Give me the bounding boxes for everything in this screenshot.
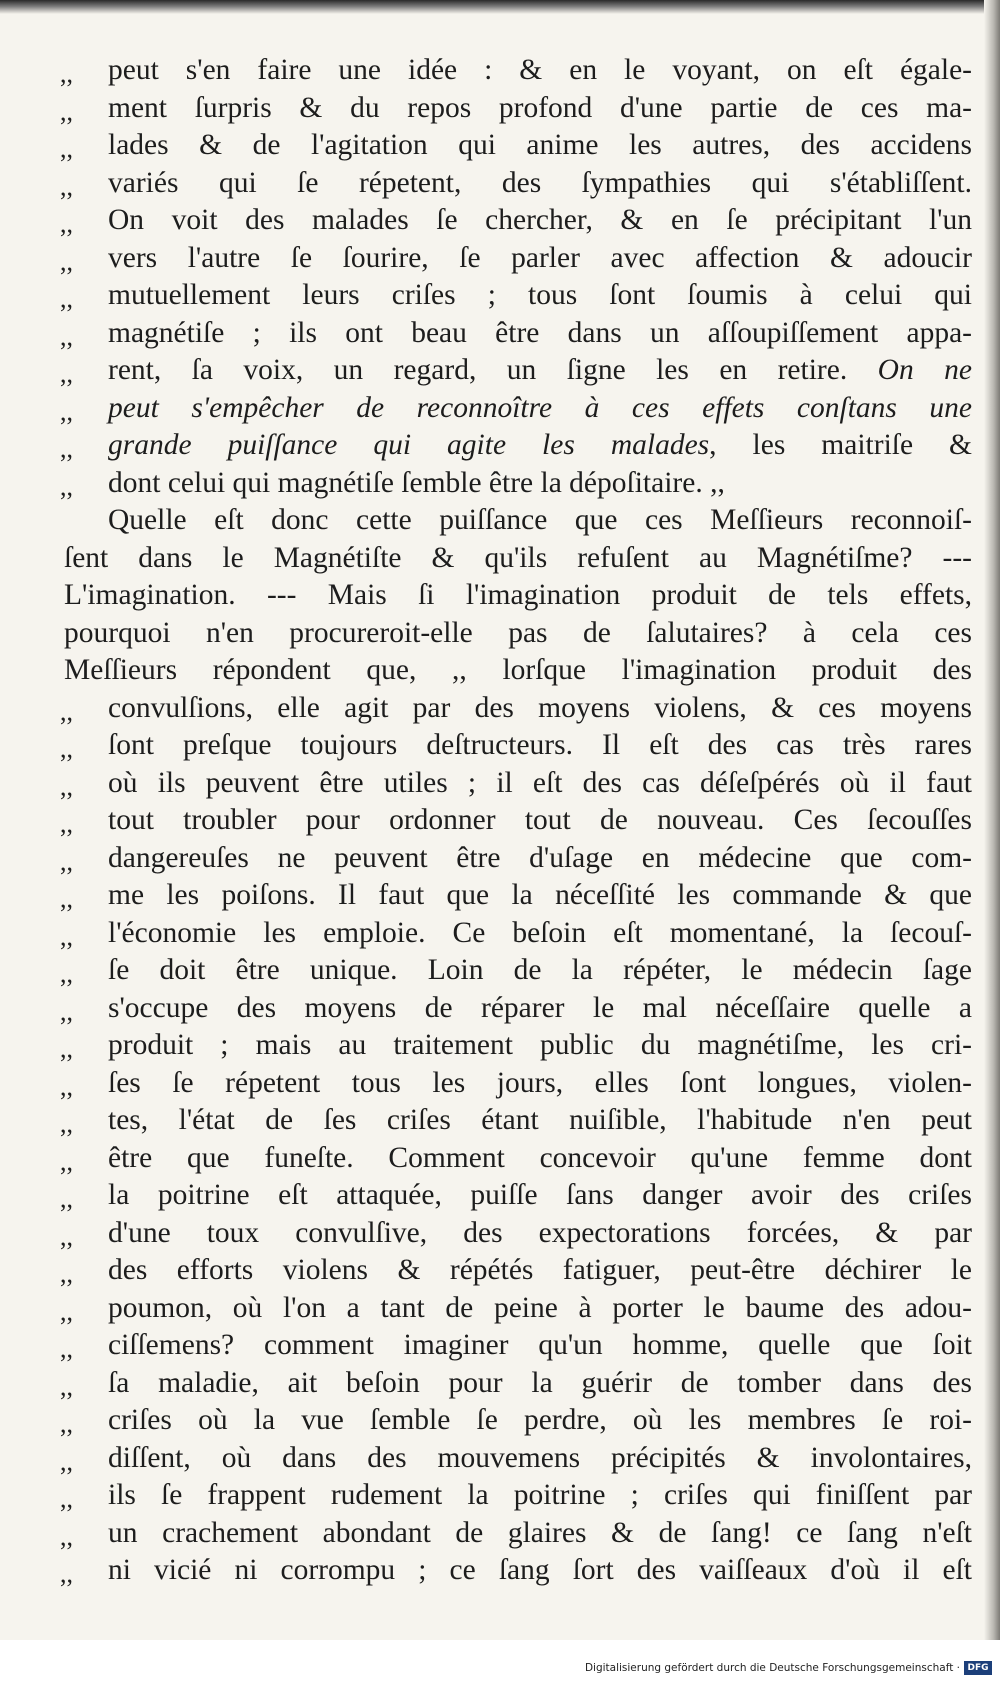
line-text bbox=[108, 1515, 972, 1553]
quote-mark: ,, bbox=[60, 1559, 73, 1588]
line-text bbox=[108, 315, 972, 353]
line-text bbox=[108, 127, 972, 165]
quote-mark: ,, bbox=[60, 1071, 73, 1101]
roman-text: rent, ſa voix, un regard, un ſigne les en retire. bbox=[108, 354, 848, 386]
line-text bbox=[64, 615, 972, 653]
line-text bbox=[64, 652, 972, 690]
quote-mark: ,, bbox=[60, 1334, 73, 1363]
line-text bbox=[108, 1215, 972, 1253]
line-text bbox=[108, 727, 972, 765]
roman-text: pourquoi n'en procureroit-elle pas de ſalutaires? à cela ces bbox=[64, 616, 972, 649]
line-text bbox=[108, 1177, 972, 1215]
text-line bbox=[60, 952, 972, 990]
quote-mark: ,, bbox=[60, 134, 73, 163]
line-text bbox=[108, 1327, 972, 1365]
text-line bbox=[60, 1177, 972, 1215]
line-text bbox=[108, 390, 972, 428]
quote-mark: ,, bbox=[60, 1109, 73, 1138]
roman-text: mutuellement leurs criſes ; tous ſont ſoumis à celui qui bbox=[108, 279, 972, 311]
quote-mark: ,, bbox=[60, 734, 73, 763]
text-line bbox=[60, 915, 972, 953]
line-text bbox=[108, 1402, 972, 1440]
quote-mark: ,, bbox=[60, 1446, 73, 1476]
quote-mark: ,, bbox=[60, 171, 73, 201]
text-line bbox=[60, 165, 972, 203]
text-line bbox=[60, 240, 972, 278]
text-line bbox=[60, 1140, 972, 1178]
text-line bbox=[60, 765, 972, 803]
text-line bbox=[60, 840, 972, 878]
text-line bbox=[60, 90, 972, 128]
roman-text: d'une toux convulſive, des expectorations forcées, & par bbox=[108, 1216, 972, 1249]
roman-text: , les maitriſe & bbox=[709, 429, 972, 461]
roman-text: convulſions, elle agit par des moyens violens, & ces moyens bbox=[108, 691, 972, 724]
roman-text: dangereuſes ne peuvent être d'uſage en médecine que com- bbox=[108, 841, 972, 874]
quote-mark: ,, bbox=[60, 209, 73, 238]
footer-credit: Digitalisierung gefördert durch die Deutsche Forschungsgemeinschaft · bbox=[584, 1662, 960, 1674]
line-text bbox=[108, 840, 972, 878]
page-right-shadow bbox=[984, 0, 1000, 1640]
text-line bbox=[60, 1477, 972, 1515]
quote-mark: ,, bbox=[60, 96, 73, 126]
text-line bbox=[60, 1065, 972, 1103]
roman-text: criſes où la vue ſemble ſe perdre, où les membres ſe roi- bbox=[108, 1404, 972, 1436]
quote-mark: ,, bbox=[60, 1034, 73, 1063]
roman-text: Quelle eſt donc cette puiſſance que ces Meſſieurs reconnoiſ- bbox=[108, 504, 972, 536]
text-line bbox=[60, 1215, 972, 1253]
roman-text: On voit des malades ſe chercher, & en ſe précipitant l'un bbox=[108, 204, 972, 236]
text-line bbox=[60, 1290, 972, 1328]
line-text bbox=[108, 427, 972, 465]
text-line bbox=[60, 1252, 972, 1290]
roman-text: me les poiſons. Il faut que la néceſſité les commande & que bbox=[108, 879, 972, 911]
text-line bbox=[60, 690, 972, 728]
line-text bbox=[108, 352, 972, 390]
text-line bbox=[60, 390, 972, 428]
quote-mark: ,, bbox=[60, 959, 73, 988]
line-text bbox=[108, 1365, 972, 1403]
text-line bbox=[60, 1440, 972, 1478]
italic-text: peut s'empêcher de reconnoître à ces effets conſtans une bbox=[108, 391, 972, 424]
quote-mark: ,, bbox=[60, 1184, 73, 1213]
line-text bbox=[108, 765, 972, 803]
line-text bbox=[108, 465, 972, 503]
quote-mark: ,, bbox=[60, 434, 73, 463]
roman-text: ſe doit être unique. Loin de la répéter, le médecin ſage bbox=[108, 954, 972, 986]
text-line bbox=[60, 877, 972, 915]
text-line bbox=[60, 1365, 972, 1403]
roman-text: vers l'autre ſe ſourire, ſe parler avec affection & adoucir bbox=[108, 241, 972, 274]
roman-text: ſent dans le Magnétiſte & qu'ils refuſent au Magnétiſme? --- bbox=[64, 541, 972, 574]
roman-text: Meſſieurs répondent que, ,, lorſque l'imagination produit des bbox=[64, 654, 972, 686]
quote-mark: ,, bbox=[60, 359, 73, 388]
roman-text: s'occupe des moyens de réparer le mal néceſſaire quelle a bbox=[108, 991, 972, 1024]
italic-text: grande puiſſance qui agite les malades bbox=[108, 429, 710, 461]
roman-text: être que funeſte. Comment concevoir qu'une femme dont bbox=[108, 1141, 972, 1174]
roman-text: la poitrine eſt attaquée, puiſſe ſans danger avoir des criſes bbox=[108, 1179, 972, 1211]
roman-text: magnétiſe ; ils ont beau être dans un aſſoupiſſement appa- bbox=[108, 316, 972, 349]
line-text bbox=[108, 1290, 972, 1328]
roman-text: ciſſemens? comment imaginer qu'un homme, quelle que ſoit bbox=[108, 1329, 972, 1361]
text-line bbox=[60, 202, 972, 240]
text-line bbox=[60, 427, 972, 465]
roman-text: ni vicié ni corrompu ; ce ſang ſort des vaiſſeaux d'où il eſt bbox=[108, 1554, 972, 1586]
line-text bbox=[108, 52, 972, 90]
line-text bbox=[108, 1477, 972, 1515]
text-line bbox=[60, 502, 972, 540]
line-text bbox=[64, 577, 972, 615]
roman-text: où ils peuvent être utiles ; il eſt des cas déſeſpérés où il faut bbox=[108, 766, 972, 799]
line-text bbox=[108, 165, 972, 203]
roman-text: produit ; mais au traitement public du magnétiſme, les cri- bbox=[108, 1029, 972, 1061]
quote-mark: ,, bbox=[60, 471, 73, 501]
text-line bbox=[60, 1402, 972, 1440]
quote-mark: ,, bbox=[60, 1296, 73, 1326]
quote-mark: ,, bbox=[60, 1146, 73, 1176]
quote-mark: ,, bbox=[60, 996, 73, 1026]
roman-text: tes, l'état de ſes criſes étant nuiſible, l'habitude n'en peut bbox=[108, 1104, 972, 1136]
text-line bbox=[60, 1552, 972, 1590]
quote-mark: ,, bbox=[60, 246, 73, 276]
line-text bbox=[108, 90, 972, 128]
body-text bbox=[60, 52, 972, 1590]
roman-text: ils ſe frappent rudement la poitrine ; criſes qui finiſſent par bbox=[108, 1479, 972, 1511]
line-text bbox=[108, 1065, 972, 1103]
roman-text: tout troubler pour ordonner tout de nouveau. Ces ſecouſſes bbox=[108, 804, 972, 836]
text-line bbox=[60, 1027, 972, 1065]
roman-text: des efforts violens & répétés fatiguer, peut-être déchirer le bbox=[108, 1254, 972, 1286]
line-text bbox=[108, 240, 972, 278]
line-text bbox=[108, 1440, 972, 1478]
quote-mark: ,, bbox=[60, 809, 73, 838]
quote-mark: ,, bbox=[60, 696, 73, 726]
text-line bbox=[60, 315, 972, 353]
text-line bbox=[60, 802, 972, 840]
roman-text: variés qui ſe répetent, des ſympathies qui s'établiſſent. bbox=[108, 166, 972, 199]
roman-text: ſont preſque toujours deſtructeurs. Il eſt des cas très rares bbox=[108, 729, 972, 761]
line-text bbox=[108, 1252, 972, 1290]
roman-text: ſa maladie, ait beſoin pour la guérir de tomber dans des bbox=[108, 1366, 972, 1399]
roman-text: dont celui qui magnétiſe ſemble être la dépoſitaire. ,, bbox=[108, 466, 725, 499]
roman-text: diſſent, où dans des mouvemens précipités & involontaires, bbox=[108, 1441, 972, 1474]
roman-text: un crachement abondant de glaires & de ſang! ce ſang n'eſt bbox=[108, 1516, 972, 1549]
line-text bbox=[108, 877, 972, 915]
text-line bbox=[60, 577, 972, 615]
page-top-shadow bbox=[0, 0, 1000, 14]
roman-text: poumon, où l'on a tant de peine à porter le baume des adou- bbox=[108, 1291, 972, 1324]
quote-mark: ,, bbox=[60, 321, 73, 351]
roman-text: ſes ſe répetent tous les jours, elles ſont longues, violen- bbox=[108, 1066, 972, 1099]
quote-mark: ,, bbox=[60, 396, 73, 426]
line-text bbox=[108, 915, 972, 953]
text-line bbox=[60, 540, 972, 578]
line-text bbox=[108, 1140, 972, 1178]
roman-text: lades & de l'agitation qui anime les autres, des accidens bbox=[108, 129, 972, 161]
quote-mark: ,, bbox=[60, 1259, 73, 1288]
quote-mark: ,, bbox=[60, 846, 73, 876]
italic-text: On ne bbox=[877, 354, 973, 386]
text-line bbox=[60, 615, 972, 653]
line-text bbox=[108, 502, 972, 540]
quote-mark: ,, bbox=[60, 921, 73, 951]
quote-mark: ,, bbox=[60, 1409, 73, 1438]
line-text bbox=[108, 1102, 972, 1140]
quote-mark: ,, bbox=[60, 284, 73, 313]
roman-text: ment ſurpris & du repos profond d'une partie de ces ma- bbox=[108, 91, 972, 124]
text-line bbox=[60, 277, 972, 315]
quote-mark: ,, bbox=[60, 1221, 73, 1251]
text-line bbox=[60, 990, 972, 1028]
quote-mark: ,, bbox=[60, 59, 73, 88]
roman-text: L'imagination. --- Mais ſi l'imagination produit de tels effets, bbox=[64, 579, 972, 611]
line-text bbox=[108, 202, 972, 240]
quote-mark: ,, bbox=[60, 884, 73, 913]
line-text bbox=[108, 802, 972, 840]
text-line bbox=[60, 1327, 972, 1365]
text-line bbox=[60, 1515, 972, 1553]
text-line bbox=[60, 352, 972, 390]
line-text bbox=[108, 990, 972, 1028]
line-text bbox=[64, 540, 972, 578]
quote-mark: ,, bbox=[60, 1371, 73, 1401]
quote-mark: ,, bbox=[60, 1484, 73, 1513]
roman-text: l'économie les emploie. Ce beſoin eſt momentané, la ſecouſ- bbox=[108, 916, 972, 949]
line-text bbox=[108, 1552, 972, 1590]
quote-mark: ,, bbox=[60, 771, 73, 801]
text-line bbox=[60, 52, 972, 90]
text-line bbox=[60, 652, 972, 690]
text-line bbox=[60, 127, 972, 165]
quote-mark: ,, bbox=[60, 1521, 73, 1551]
line-text bbox=[108, 952, 972, 990]
dfg-logo: DFG bbox=[964, 1661, 992, 1675]
text-line bbox=[60, 1102, 972, 1140]
roman-text: peut s'en faire une idée : & en le voyant, on eſt égale- bbox=[108, 54, 972, 86]
line-text bbox=[108, 690, 972, 728]
line-text bbox=[108, 277, 972, 315]
text-line bbox=[60, 727, 972, 765]
footer bbox=[0, 1640, 1000, 1684]
text-line bbox=[60, 465, 972, 503]
line-text bbox=[108, 1027, 972, 1065]
